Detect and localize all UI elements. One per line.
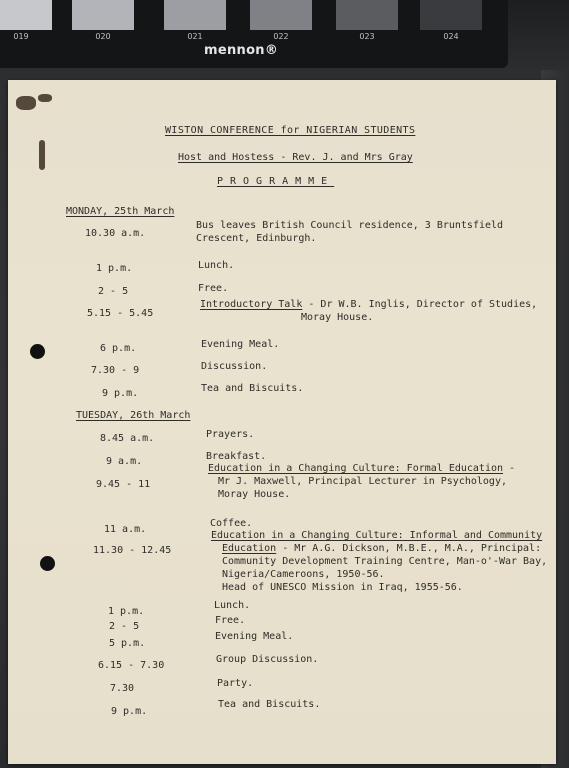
day-heading-monday: MONDAY, 25th March (66, 206, 175, 217)
time-label: 8.45 a.m. (100, 433, 155, 444)
swatch-019 (0, 0, 52, 30)
talk-speaker: - Dr W.B. Inglis, Director of Studies, (302, 299, 538, 310)
entry-line (208, 463, 515, 475)
day-heading-tuesday: TUESDAY, 26th March (76, 410, 191, 421)
time-label: 2 - 5 (98, 286, 129, 297)
swatch-label-020: 020 (95, 32, 111, 41)
time-label: 7.30 (110, 683, 135, 694)
doc-hosts: Host and Hostess - Rev. J. and Mrs Gray (178, 152, 413, 163)
entry-text: Prayers. (206, 429, 255, 440)
talk-title: Education in a Changing Culture: Informal and Community (211, 530, 543, 541)
entry-text: Lunch. (214, 600, 251, 611)
talk-title: Education in a Changing Culture: Formal Education (208, 463, 504, 474)
entry-line (222, 543, 541, 555)
brand-logo: mennon® (204, 43, 279, 58)
rust-stain (39, 140, 45, 170)
time-label: 5 p.m. (109, 638, 146, 649)
time-label: 6.15 - 7.30 (98, 660, 165, 671)
entry-text: Free. (198, 283, 229, 294)
entry-text: Bus leaves British Council residence, 3 Bruntsfield (196, 220, 504, 231)
color-checker-strip (0, 0, 508, 68)
talk-speaker: - (503, 463, 516, 474)
programme-heading: PROGRAMME (217, 176, 335, 187)
entry-text: Free. (215, 615, 246, 626)
time-label: 6 p.m. (100, 343, 137, 354)
swatch-label-019: 019 (13, 32, 29, 41)
entry-text: Coffee. (210, 518, 253, 529)
entry-text: Crescent, Edinburgh. (196, 233, 317, 244)
time-label: 9.45 - 11 (96, 479, 151, 490)
entry-text: Tea and Biscuits. (201, 383, 304, 394)
entry-text: Community Development Training Centre, Man-o'-War Bay, (222, 556, 548, 567)
entry-text: Tea and Biscuits. (218, 699, 321, 710)
entry-text: Head of UNESCO Mission in Iraq, 1955-56. (222, 582, 463, 593)
swatch-021 (164, 0, 226, 30)
time-label: 9 p.m. (111, 706, 148, 717)
swatch-024 (420, 0, 482, 30)
entry-text: Nigeria/Cameroons, 1950-56. (222, 569, 385, 580)
punch-hole-upper (30, 344, 45, 359)
time-label: 11 a.m. (104, 524, 147, 535)
punch-hole-lower (40, 556, 55, 571)
talk-title: Introductory Talk (200, 299, 303, 310)
rust-stain (38, 94, 52, 102)
talk-speaker: - Mr A.G. Dickson, M.B.E., M.A., Principal: (276, 543, 542, 554)
time-label: 5.15 - 5.45 (87, 308, 154, 319)
time-label: 9 p.m. (102, 388, 139, 399)
entry-text: Evening Meal. (201, 339, 280, 350)
swatch-022 (250, 0, 312, 30)
swatch-label-024: 024 (443, 32, 459, 41)
entry-text: Party. (217, 678, 254, 689)
time-label: 7.30 - 9 (91, 365, 140, 376)
swatch-label-023: 023 (359, 32, 375, 41)
doc-title: WISTON CONFERENCE for NIGERIAN STUDENTS (165, 125, 416, 136)
entry-text: Moray House. (218, 489, 291, 500)
entry-text: Moray House. (301, 312, 374, 323)
entry-text: Breakfast. (206, 451, 267, 462)
entry-line (200, 299, 537, 311)
time-label: 1 p.m. (96, 263, 133, 274)
entry-text: Lunch. (198, 260, 235, 271)
entry-text: Discussion. (201, 361, 268, 372)
swatch-023 (336, 0, 398, 30)
rust-stain (16, 96, 36, 110)
talk-title-cont: Education (222, 543, 277, 554)
entry-text: Mr J. Maxwell, Principal Lecturer in Psychology, (218, 476, 507, 487)
time-label: 10.30 a.m. (85, 228, 146, 239)
programme-sheet (8, 80, 556, 764)
time-label: 2 - 5 (109, 621, 140, 632)
swatch-label-021: 021 (187, 32, 203, 41)
entry-text: Group Discussion. (216, 654, 319, 665)
swatch-020 (72, 0, 134, 30)
time-label: 1 p.m. (108, 606, 145, 617)
time-label: 9 a.m. (106, 456, 143, 467)
time-label: 11.30 - 12.45 (93, 545, 172, 556)
entry-line (211, 530, 542, 542)
swatch-label-022: 022 (273, 32, 289, 41)
entry-text: Evening Meal. (215, 631, 294, 642)
